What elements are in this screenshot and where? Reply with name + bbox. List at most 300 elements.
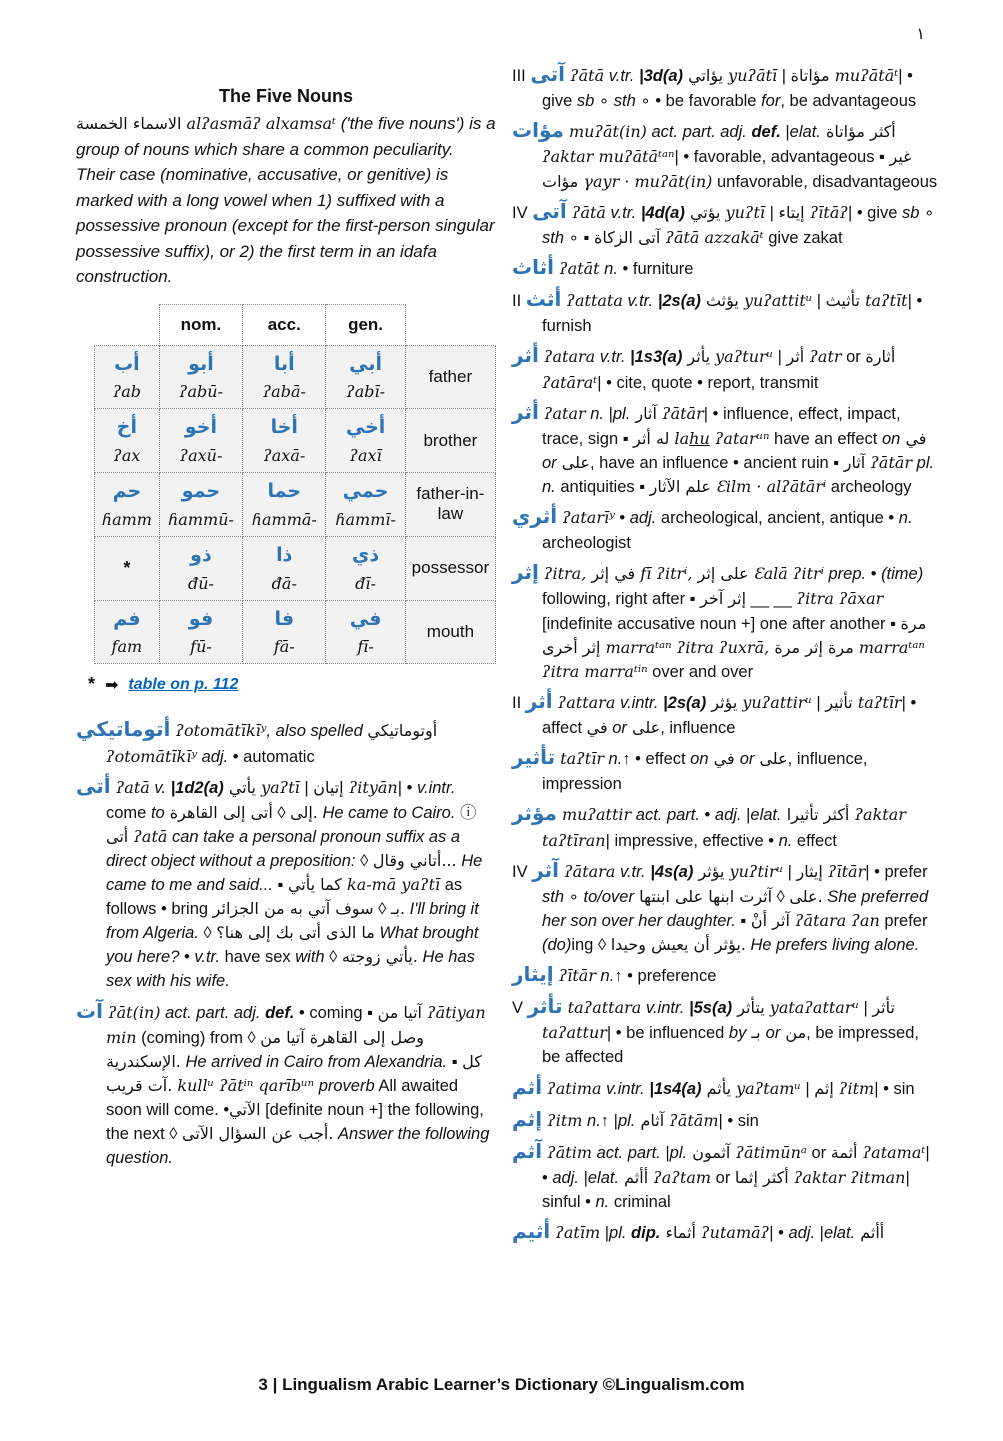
dictionary-entry [512, 992, 938, 1069]
table-cell-translit: ʔabā- [262, 382, 306, 402]
text-segment: He prefers living alone. [745, 935, 920, 954]
text-segment: come [106, 803, 151, 822]
text-segment: يؤتي [684, 202, 721, 222]
entry-headword: آثر [532, 857, 559, 882]
entry-headword: آثم [512, 1138, 543, 1163]
five-nouns-title: The Five Nouns [218, 86, 353, 106]
text-segment: |1d2(a) [170, 778, 224, 797]
text-segment: ʔātara ʔan [789, 910, 880, 930]
text-segment: pl. n. [542, 453, 935, 496]
text-segment: يؤاتي [683, 66, 724, 85]
text-segment: yaʔturᵘ [710, 347, 774, 367]
text-segment: ◊ [772, 887, 790, 906]
table-cell-arabic: أبي [349, 352, 382, 375]
text-segment: def. [265, 1003, 295, 1022]
text-segment: ▪ [272, 876, 288, 895]
text-segment: sb [902, 203, 920, 222]
text-segment: have an effect [769, 429, 882, 448]
text-segment: مرة إثر مرة [769, 637, 854, 657]
text-segment: إثر آخر [700, 589, 747, 609]
table-cell-translit: ʔab [112, 382, 142, 402]
text-segment: la [669, 428, 690, 448]
text-segment: ʔatamaᵗ [857, 1142, 926, 1162]
entry-headword: أثر [525, 688, 553, 713]
text-segment: |5s(a) [689, 999, 733, 1018]
text-segment: الاسماء الخمسة [76, 114, 182, 133]
text-segment: prefer [879, 911, 928, 930]
table-row [95, 600, 496, 664]
text-segment: |2s(a) [663, 693, 707, 712]
table-cell [95, 345, 160, 409]
table-cell [243, 600, 326, 664]
table-cell [159, 473, 242, 537]
text-segment: |4s(a) [650, 862, 694, 881]
text-segment: ʔaktar ʔitman [788, 1168, 906, 1188]
text-segment: سوف آتي به من الجزائر. [212, 899, 406, 919]
text-segment: | [783, 862, 797, 881]
text-segment: or [765, 1024, 781, 1043]
text-segment: adj. [714, 806, 742, 825]
text-segment: | • prefer [865, 862, 928, 881]
text-segment: hu [689, 428, 710, 448]
text-segment: yataʔattarᵘ [764, 998, 859, 1018]
table-cell-gloss: father [405, 345, 495, 409]
text-segment: n. [898, 509, 913, 528]
text-segment: إتيان [313, 777, 344, 797]
arrow-icon: ➡ [105, 676, 119, 694]
table-cell-arabic: فم [113, 607, 141, 630]
text-segment: archeologist [542, 534, 631, 553]
text-segment: بـ [390, 899, 400, 919]
text-segment: ▪ [447, 1052, 463, 1071]
text-segment: ʔatima [542, 1078, 602, 1098]
text-segment: ʔātā [564, 66, 605, 85]
table-cell [159, 345, 242, 409]
text-segment: , be advantageous [780, 92, 917, 111]
entry-headword: أثري [512, 504, 558, 529]
text-segment: ∘ [564, 887, 584, 906]
table-row [95, 409, 496, 473]
table-cell-gloss: brother [405, 409, 495, 473]
dictionary-entry [512, 1105, 938, 1134]
text-segment: muʔātāᵗ [829, 66, 899, 85]
text-segment: | impressive, effective • [605, 831, 779, 850]
dictionary-entry [512, 60, 938, 113]
text-segment: He arrived in Cairo from Alexandria. [180, 1052, 448, 1071]
table-cell-arabic: أخي [345, 416, 386, 439]
entries-left [76, 715, 496, 1170]
text-segment: آثام [635, 1110, 665, 1130]
text-segment: n.↑ [595, 967, 623, 985]
text-segment: ʔātā azzakāᵗ [660, 227, 764, 247]
dictionary-entry [512, 799, 938, 852]
text-segment: يؤثر أن يعيش وحيدا. [610, 934, 746, 954]
table-cell-translit: ɦammī- [335, 509, 396, 529]
text-segment: , influence [660, 718, 736, 737]
text-segment: في [900, 428, 927, 448]
dictionary-entry [512, 960, 938, 989]
entry-headword: إيثار [512, 962, 554, 986]
text-segment: dip. [631, 1224, 661, 1243]
text-segment: ◊ [324, 948, 342, 967]
table-cell [95, 473, 160, 537]
text-segment: | [777, 67, 791, 85]
text-segment: ∘ [594, 92, 614, 111]
text-segment: ʔitra ʔāxar [796, 589, 884, 609]
text-segment: | • give [847, 203, 903, 222]
text-segment: adj. [788, 1224, 816, 1243]
text-segment: • furniture [617, 259, 694, 278]
text-segment: • automatic [228, 747, 315, 766]
entry-headword: إثر [512, 560, 539, 585]
entry-headword: مؤثر [512, 801, 557, 826]
text-segment: , be impressed, be affected [542, 1024, 919, 1067]
table-cell-translit: ʔabū- [178, 382, 223, 402]
text-segment: pl. [669, 1143, 688, 1162]
text-segment: archeological, ancient, antique • [656, 509, 899, 528]
table-cell-translit: ʔaxā- [263, 446, 306, 466]
table-cell [159, 409, 242, 473]
table-footnote [88, 674, 496, 695]
right-column [512, 60, 938, 1249]
text-segment: v.intr. [601, 1079, 650, 1098]
text-segment: إثم [814, 1078, 834, 1098]
text-segment: act. part. adj. [160, 1003, 266, 1022]
text-segment: ما الذى أتى بك إلى هنا؟ [216, 923, 375, 943]
dictionary-entry [512, 743, 938, 796]
text-segment: as follows • bring [106, 876, 463, 919]
table-cell-translit: ʔabī- [346, 382, 385, 402]
text-segment: إلى [164, 802, 313, 822]
entries-right [512, 60, 938, 1246]
text-segment: تأثيث [825, 291, 860, 311]
text-segment: | • [769, 1224, 789, 1243]
text-segment: elat. [789, 123, 821, 142]
text-segment: أكثر إثما [734, 1168, 789, 1188]
dictionary-entry [76, 772, 496, 994]
text-segment: الآتي [229, 1099, 261, 1119]
text-segment: | [800, 1079, 815, 1098]
table-cell [243, 409, 326, 473]
text-segment: Ɛilm · alʔātārⁱ [710, 476, 827, 496]
text-segment: تأثر [872, 998, 895, 1018]
table-cell-translit: fā- [273, 637, 295, 657]
dictionary-entry [76, 997, 496, 1171]
text-segment: def. [751, 123, 781, 142]
text-segment: ʔatarīʸ [557, 508, 615, 528]
footnote-asterisk: * [88, 674, 96, 695]
page-footer: 3 | Lingualism Arabic Learner’s Dictionary ©Lingualism.com [258, 1375, 745, 1394]
text-segment: can take a personal pronoun suffix as a direct object without a preposition: [106, 828, 461, 871]
text-segment: له أثر [633, 428, 670, 448]
text-segment: ʔītāʔ [804, 202, 848, 222]
text-segment: علم الآثار [649, 476, 711, 496]
text-segment: في [708, 749, 740, 769]
table-row [95, 473, 496, 537]
table-cell-arabic: حمو [181, 480, 221, 503]
text-segment: ∘ [919, 203, 935, 222]
entry-headword: أثم [512, 1074, 543, 1099]
table-cell [243, 345, 326, 409]
text-segment: ▪ [735, 911, 751, 930]
text-segment: n. [585, 404, 609, 423]
text-segment: pl. [617, 1111, 636, 1130]
text-segment: ʔatarᵘⁿ [709, 428, 770, 448]
dictionary-entry [512, 502, 938, 555]
text-segment: He has sex with his wife. [106, 948, 475, 991]
text-segment: alʔasmāʔ alxamsaᵗ [181, 114, 336, 133]
text-segment: adj. [629, 509, 657, 528]
text-segment: v.intr. [416, 778, 456, 797]
text-segment: أكثر مؤاتاة [820, 122, 896, 142]
text-segment: | [665, 1143, 670, 1162]
text-segment: | sinful • [542, 1169, 910, 1212]
text-segment: ʔutamāʔ [696, 1223, 770, 1243]
table-cell-translit: ʔax [113, 446, 141, 466]
header-cell-empty [405, 304, 495, 345]
dictionary-entry [512, 558, 938, 684]
text-segment: ʔātām [664, 1110, 719, 1130]
table-cell-gloss: mouth [405, 600, 495, 664]
text-segment: muʔattir [556, 805, 632, 825]
text-segment: All awaited soon will come. • [106, 1076, 459, 1119]
text-segment: ʔātara [559, 861, 616, 881]
text-segment: following, right after ▪ [542, 590, 701, 609]
text-segment: elat. [750, 806, 782, 825]
text-segment: ◊ [198, 924, 217, 943]
text-segment: to/over [583, 887, 634, 906]
text-segment: في [586, 717, 608, 737]
text-segment: أتى [106, 827, 129, 847]
text-segment: | • influence, effect, impact, trace, sign ▪ [542, 404, 901, 448]
table-body [95, 345, 496, 664]
text-segment: |2s(a) [657, 292, 701, 311]
text-segment: | [600, 1224, 610, 1243]
table-cell-arabic: فو [188, 607, 214, 630]
text-segment: | [815, 1224, 824, 1243]
text-segment: على إثر [692, 564, 749, 584]
text-segment: yuʔātī [723, 66, 778, 85]
text-segment: على [556, 452, 590, 472]
table-cell [326, 600, 406, 664]
text-segment: ʔatā [128, 827, 168, 847]
text-segment: , also spelled [266, 722, 368, 741]
text-segment: V [512, 999, 528, 1018]
table-cell-translit: ɦammū- [168, 509, 234, 529]
text-segment: effect [792, 831, 837, 850]
text-segment: | [741, 806, 751, 825]
text-segment: on [690, 750, 709, 769]
table-cell-gloss: father-in-law [405, 473, 495, 537]
text-segment: ʔaktar muʔātāᵗᵃⁿ [542, 147, 675, 167]
table-cell-translit: đū- [187, 573, 214, 593]
table-cell [326, 473, 406, 537]
text-segment: وصل إلى القاهرة آتيا من الإسكندرية. [106, 1027, 424, 1071]
text-segment: تأثير [825, 692, 853, 712]
text-segment: • [179, 948, 195, 967]
text-segment: He came to me and said... [106, 852, 483, 895]
text-segment: | [765, 203, 779, 222]
entry-headword: أثر [512, 343, 539, 368]
entry-headword: آت [76, 998, 103, 1023]
text-segment: ʔatā [110, 777, 150, 797]
header-cell: acc. [243, 304, 326, 345]
text-segment: آثار [630, 403, 657, 423]
text-segment: over and over [647, 662, 754, 681]
text-segment: [indefinite accusative noun +] one after another ▪ [542, 614, 901, 633]
dictionary-entry [512, 197, 938, 250]
text-segment: or [806, 1143, 831, 1162]
text-segment: | • furnish [542, 292, 923, 336]
text-segment: criminal [609, 1193, 671, 1212]
table-cell [326, 536, 406, 600]
two-column-layout [76, 60, 938, 1249]
text-segment: yuʔtī [720, 202, 766, 222]
entry-headword: أتوماتيكي [76, 717, 171, 742]
text-segment: [definite noun +] the following, the next ◊ [106, 1100, 484, 1144]
text-segment: آثار [843, 452, 866, 472]
text-segment: , influence, impression [542, 750, 868, 794]
text-segment: adj. [197, 747, 229, 766]
text-segment: على [633, 886, 818, 906]
table-cell [95, 409, 160, 473]
text-segment: ʔityān [343, 777, 398, 797]
text-segment: What brought you here? [106, 924, 479, 967]
text-segment: __ __ [746, 590, 797, 609]
text-segment: | • affect [542, 693, 917, 737]
text-segment: ʔātimūnᵃ [730, 1142, 807, 1162]
text-segment: I'll bring it from Algeria. [106, 900, 479, 943]
dictionary-entry [76, 715, 496, 768]
text-segment: ʔattara [552, 692, 616, 712]
text-segment: يؤثث [700, 291, 739, 311]
text-segment: | [299, 778, 314, 797]
text-segment: , have an influence • ancient ruin ▪ [589, 453, 844, 472]
text-segment: | • be influenced [606, 1024, 729, 1043]
text-segment: | • sin [874, 1079, 915, 1098]
text-segment: ʔātim [542, 1142, 592, 1162]
text-segment: أأثم [855, 1223, 885, 1243]
text-segment: or [841, 348, 866, 367]
table-row [95, 536, 496, 600]
table-cell-translit: ɦammā- [251, 509, 317, 529]
text-segment: أأثم [619, 1168, 649, 1188]
text-segment: كل آت قريب. [106, 1051, 482, 1095]
text-segment: ◊ [373, 900, 391, 919]
text-segment: n.↑ [582, 1111, 614, 1130]
text-segment: by [728, 1024, 747, 1043]
text-segment: have sex [220, 948, 296, 967]
text-segment: | [608, 404, 613, 423]
table-cell [326, 345, 406, 409]
text-segment: elat. [823, 1224, 856, 1243]
text-segment: | • favorable, advantageous ▪ [674, 148, 890, 167]
text-segment: act. part. adj. [646, 123, 752, 142]
text-segment: ʔaktar taʔtīran [542, 805, 906, 850]
table-cell-arabic: أخ [116, 416, 137, 439]
text-segment: to [150, 803, 165, 822]
table-cell-arabic: أخا [270, 416, 298, 439]
text-segment: أكثر تأثيرا [781, 805, 850, 825]
text-segment: | [773, 348, 787, 367]
text-segment: يؤثر [693, 861, 725, 881]
entry-headword: أثاث [512, 254, 554, 279]
text-segment: antiquities ▪ [555, 477, 650, 496]
table-cell-arabic: أبو [188, 352, 214, 375]
text-segment: ka-mā yaʔtī [341, 875, 441, 895]
text-segment: آثمون [687, 1142, 731, 1162]
text-segment: يأتي [223, 777, 256, 797]
entry-headword: آتى [530, 62, 565, 86]
text-segment: أثر [786, 347, 805, 367]
text-segment: II [512, 292, 526, 311]
table-cell [95, 536, 160, 600]
table-cell-arabic: أب [114, 352, 140, 375]
text-segment: إيتاء [778, 202, 805, 222]
text-segment: yaʔtī [256, 777, 300, 797]
entry-headword: إثم [512, 1106, 543, 1131]
text-segment: IV [512, 862, 533, 881]
asterisk-mark: * [123, 557, 131, 578]
table-cell-translit: đā- [271, 573, 297, 593]
text-segment: (coming) from ◊ [136, 1028, 261, 1047]
five-nouns-intro [76, 111, 496, 290]
text-segment: كما يأتي [287, 875, 342, 895]
text-segment: n. [595, 1193, 610, 1212]
text-segment: | [811, 693, 826, 712]
table-row [95, 345, 496, 409]
text-segment: or [711, 1169, 735, 1188]
entry-headword: آتى [532, 198, 567, 223]
text-segment: Ɛalā ʔitrⁱ [748, 564, 824, 584]
text-segment: ʔaʔtam [648, 1168, 712, 1188]
text-segment: sth [542, 887, 565, 906]
text-segment: ◊ [272, 803, 291, 822]
text-segment: with [295, 948, 325, 967]
table-cell-arabic: ذو [190, 543, 212, 566]
page-corner-mark: ١ [916, 24, 925, 43]
text-segment: على [626, 717, 661, 737]
text-segment: على [754, 749, 788, 769]
text-segment: taʔtīr [555, 749, 604, 769]
text-segment: آثر أنْ [750, 910, 790, 930]
dictionary-entry [512, 253, 938, 282]
text-segment: أثمة [830, 1142, 858, 1162]
table-cell-gloss: possessor [405, 536, 495, 600]
text-segment: | [780, 123, 790, 142]
text-segment: n. [599, 259, 618, 278]
text-segment: (do) [542, 935, 572, 954]
text-segment: n. [778, 831, 793, 850]
dictionary-entry [512, 398, 938, 499]
entry-headword: مؤات [512, 118, 564, 143]
text-segment: | • [397, 778, 417, 797]
text-segment: ⓘ [455, 803, 477, 822]
text-segment: • coming ▪ [294, 1003, 378, 1022]
text-segment: n.↑ [603, 750, 631, 769]
text-segment: مرة إثر أخرى [542, 613, 927, 657]
table-cell [159, 536, 242, 600]
dictionary-entry [512, 285, 938, 338]
text-segment: archeology [826, 477, 912, 496]
text-segment: | [858, 999, 873, 1018]
text-segment: v.tr. [605, 203, 641, 222]
text-segment: muʔāt(in) [563, 122, 647, 142]
table-cell-translit: fam [111, 637, 143, 657]
table-cell-arabic: أبا [273, 352, 295, 375]
text-segment: ʔatāraᵗ [542, 372, 598, 392]
table-page-link[interactable]: table on p. 112 [128, 675, 239, 693]
